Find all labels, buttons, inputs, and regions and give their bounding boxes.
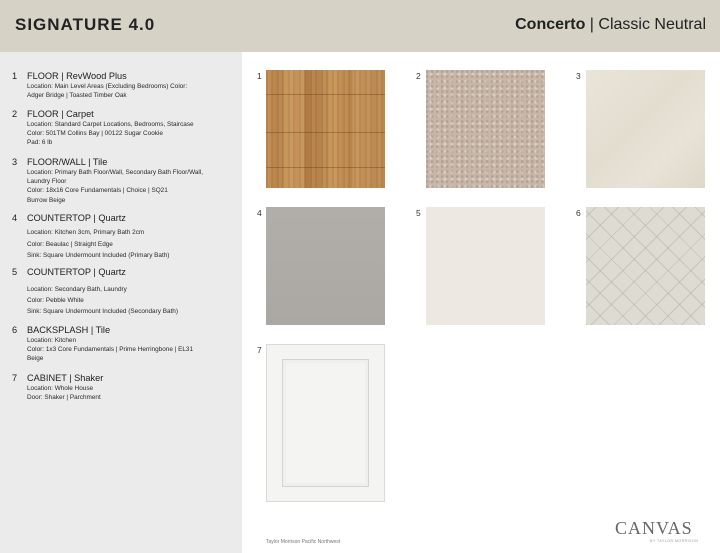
swatch-number: 6 <box>576 208 581 218</box>
spec-subtype: Shaker <box>74 373 104 383</box>
spec-line: Location: Primary Bath Floor/Wall, Secondary Bath Floor/Wall, <box>27 169 204 176</box>
spec-item-countertop-secondary: 5 COUNTERTOP | Quartz Location: Secondary Bath, Laundry Color: Pebble White Sink: Square Undermount Included (Secondary Bath) <box>12 266 234 317</box>
spec-number: 6 <box>12 325 18 335</box>
swatch-carpet <box>426 70 545 188</box>
spec-sidebar <box>0 52 242 553</box>
spec-category: FLOOR <box>27 71 59 81</box>
spec-category: COUNTERTOP <box>27 213 91 223</box>
swatch-quartz-beaulac <box>266 207 385 325</box>
spec-line: Burrow Beige <box>27 196 66 204</box>
collection-title <box>515 16 706 34</box>
spec-number: 3 <box>12 157 18 167</box>
canvas-logo-tagline: BY TAYLOR MORRISON <box>650 539 699 543</box>
spec-line: Color: 18x16 Core Fundamentals | Choice | SQ21 <box>27 187 168 195</box>
cabinet-panel-frame <box>282 359 369 487</box>
swatch-quartz-pebble-white <box>426 207 545 325</box>
spec-line: Color: 1x3 Core Fundamentals | Prime Herringbone | EL31 <box>27 346 194 354</box>
swatch-floor-tile <box>586 70 705 188</box>
swatch-backsplash-herringbone <box>586 207 705 325</box>
collection-name: Concerto <box>515 16 586 33</box>
swatch-number: 1 <box>257 71 262 81</box>
spec-number: 1 <box>12 71 18 81</box>
spec-item-floor-carpet: 2 FLOOR | Carpet Location: Standard Carpet Locations, Bedrooms, Staircase Color: 501TM Collins Bay | 00122 Sugar Cookie Pad: 6 lb <box>12 108 234 148</box>
spec-subtype: Tile <box>95 325 111 335</box>
header-bar <box>0 0 720 52</box>
spec-subtype: Quartz <box>98 267 126 277</box>
spec-line: Sink: Square Undermount Included (Secondary Bath) <box>27 308 178 316</box>
swatch-number: 4 <box>257 208 262 218</box>
spec-line: Location: Kitchen <box>27 337 77 344</box>
spec-number: 7 <box>12 373 18 383</box>
spec-number: 4 <box>12 213 18 223</box>
spec-line: Pad: 6 lb <box>27 139 53 147</box>
spec-line: Location: Kitchen 3cm, Primary Bath 2cm <box>27 229 145 236</box>
spec-item-cabinet: 7 CABINET | Shaker Location: Whole House Door: Shaker | Parchment <box>12 372 234 402</box>
spec-subtype: Carpet <box>66 109 94 119</box>
swatch-number: 2 <box>416 71 421 81</box>
spec-category: FLOOR/WALL <box>27 157 86 167</box>
spec-number: 5 <box>12 267 18 277</box>
swatch-number: 5 <box>416 208 421 218</box>
spec-line: Location: Whole House <box>27 385 94 392</box>
swatch-number: 7 <box>257 345 262 355</box>
spec-category: FLOOR <box>27 109 59 119</box>
footer-credit: Taylor Morrison Pacific Northwest <box>266 539 341 545</box>
spec-subtype: Quartz <box>98 213 126 223</box>
spec-line: Door: Shaker | Parchment <box>27 394 101 402</box>
swatch-number: 3 <box>576 71 581 81</box>
palette-name: Classic Neutral <box>598 16 706 33</box>
spec-line: Location: Secondary Bath, Laundry <box>27 286 127 293</box>
brand-title: SIGNATURE 4.0 <box>15 15 156 34</box>
title-separator: | <box>585 16 599 33</box>
spec-subtype: Tile <box>92 157 108 167</box>
spec-item-countertop-kitchen: 4 COUNTERTOP | Quartz Location: Kitchen 3cm, Primary Bath 2cm Color: Beaulac | Straight Edge Sink: Square Undermount Included (Primary Bath) <box>12 212 234 261</box>
spec-line: Laundry Floor <box>27 178 67 186</box>
canvas-logo: CANVAS <box>615 518 693 538</box>
spec-item-floor-revwood: 1 FLOOR | RevWood Plus Location: Main Level Areas (Excluding Bedrooms) Color: Adger Bridge | Toasted Timber Oak <box>12 70 234 100</box>
spec-subtype: RevWood Plus <box>66 71 127 81</box>
swatch-cabinet-shaker <box>266 344 385 502</box>
spec-line: Color: 501TM Collins Bay | 00122 Sugar Cookie <box>27 130 163 138</box>
spec-category: BACKSPLASH <box>27 325 89 335</box>
spec-item-floor-wall-tile: 3 FLOOR/WALL | Tile Location: Primary Bath Floor/Wall, Secondary Bath Floor/Wall, Laundry Floor Color: 18x16 Core Fundamentals | Choice | SQ21 Burrow Beige <box>12 156 234 205</box>
spec-category: CABINET <box>27 373 67 383</box>
spec-item-backsplash: 6 BACKSPLASH | Tile Location: Kitchen Color: 1x3 Core Fundamentals | Prime Herringbone | EL31 Beige <box>12 324 234 364</box>
spec-category: COUNTERTOP <box>27 267 91 277</box>
spec-line: Color: Pebble White <box>27 297 84 305</box>
spec-line: Location: Standard Carpet Locations, Bedrooms, Staircase <box>27 121 194 128</box>
spec-line: Adger Bridge | Toasted Timber Oak <box>27 92 127 100</box>
spec-number: 2 <box>12 109 18 119</box>
spec-line: Color: Beaulac | Straight Edge <box>27 241 113 249</box>
spec-line: Sink: Square Undermount Included (Primary Bath) <box>27 252 170 260</box>
spec-line: Beige <box>27 355 44 363</box>
spec-line: Location: Main Level Areas (Excluding Bedrooms) Color: <box>27 83 188 90</box>
swatch-floor-wood <box>266 70 385 188</box>
